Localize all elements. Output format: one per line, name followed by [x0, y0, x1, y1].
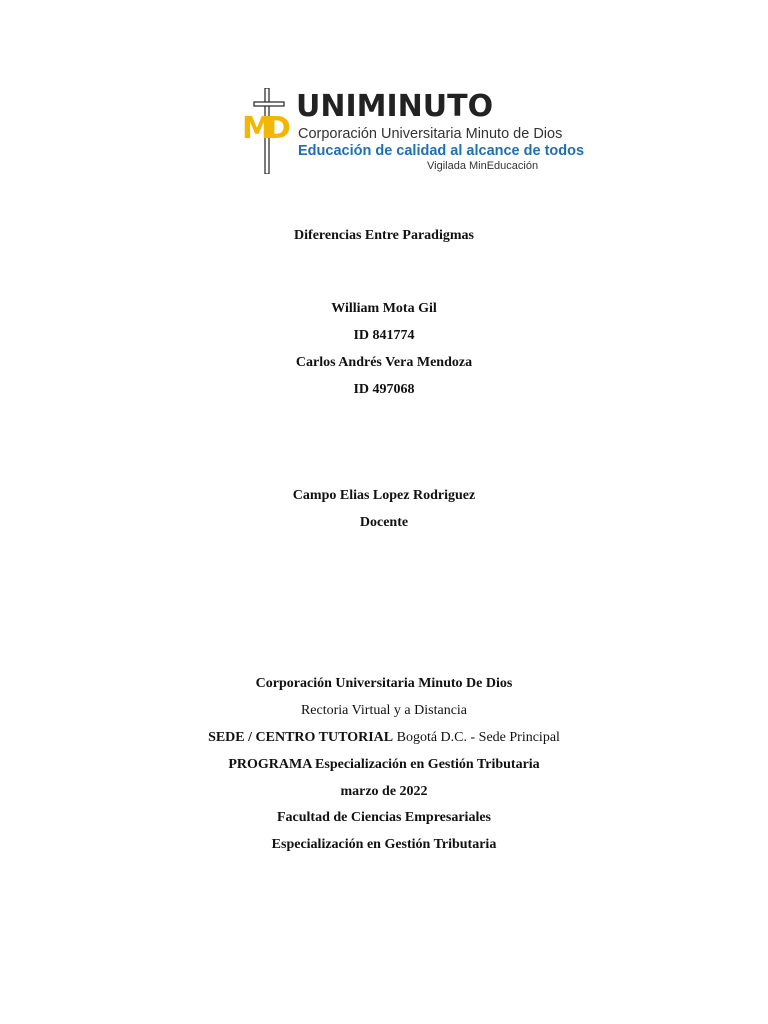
- author-id-2: ID 497068: [353, 382, 415, 397]
- svg-text:D: D: [266, 111, 291, 146]
- logo-wordmark: UNIMINUTO: [296, 89, 494, 124]
- programa: PROGRAMA Especialización en Gestión Tributaria: [228, 757, 540, 772]
- logo-subtitle: Corporación Universitaria Minuto de Dios: [298, 126, 563, 142]
- logo-slogan: Educación de calidad al alcance de todos: [298, 143, 585, 159]
- document-title: Diferencias Entre Paradigmas: [294, 228, 474, 243]
- author-name-1: William Mota Gil: [331, 301, 437, 316]
- author-name-2: Carlos Andrés Vera Mendoza: [295, 355, 473, 370]
- teacher-role: Docente: [359, 515, 409, 530]
- sede-line: [0, 729, 768, 747]
- date: marzo de 2022: [340, 784, 428, 799]
- teacher-name: Campo Elias Lopez Rodriguez: [292, 488, 476, 503]
- sede-value: Bogotá D.C. - Sede Principal: [396, 730, 560, 745]
- uniminuto-logo: [240, 88, 585, 174]
- author-id-1: ID 841774: [353, 328, 415, 343]
- facultad: Facultad de Ciencias Empresariales: [276, 810, 491, 825]
- svg-text:M: M: [242, 111, 272, 146]
- rectoria: Rectoria Virtual y a Distancia: [300, 703, 468, 718]
- institution-name: Corporación Universitaria Minuto De Dios: [255, 676, 513, 691]
- logo-vigilada: Vigilada MinEducación: [427, 160, 539, 172]
- md-cross-logo-icon: [240, 88, 296, 174]
- sede-label: SEDE / CENTRO TUTORIAL: [208, 730, 394, 745]
- especializacion: Especialización en Gestión Tributaria: [271, 837, 497, 852]
